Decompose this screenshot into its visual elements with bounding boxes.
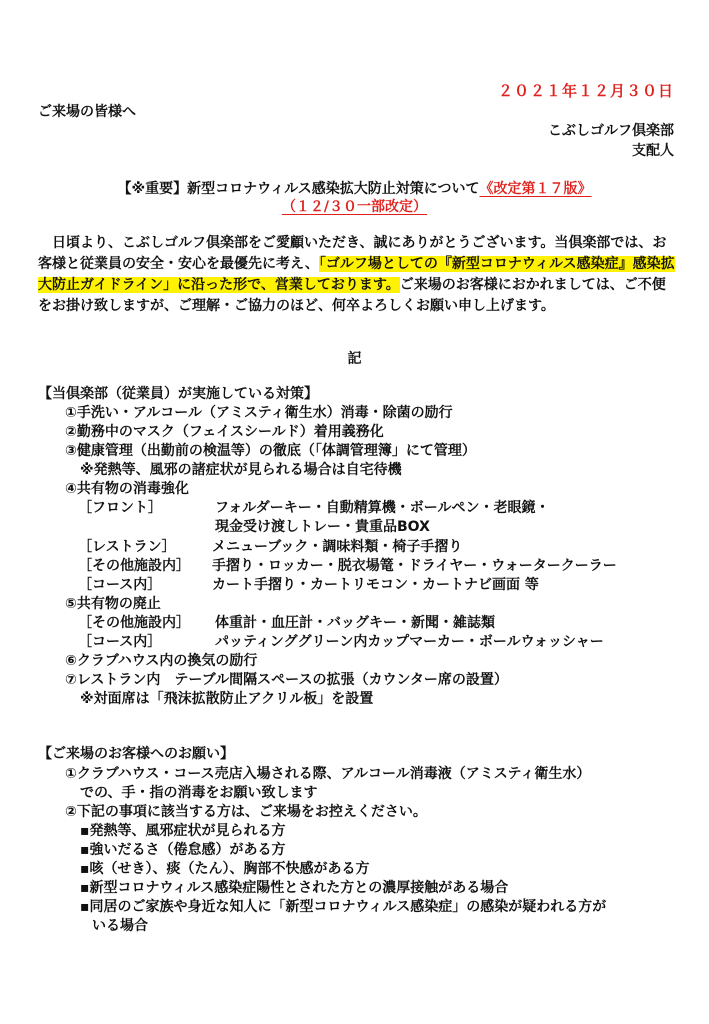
measure-5: ⑤共有物の廃止	[65, 596, 161, 612]
measure-4-items: カート手摺り・カートリモコン・カートナビ画面 等	[212, 577, 539, 593]
request-1: ①クラブハウス・コース売店入場される際、アルコール消毒液（アミスティ衛生水）	[65, 766, 591, 782]
intro-text-1: 日頃より、こぶしゴルフ倶楽部をご愛顧いただき、誠にありがとうございます。当倶楽部では、お客様と従業員の安全・安心を最優先に考え、	[38, 235, 667, 272]
ki-marker: 記	[347, 351, 362, 367]
title-revision: 《改定第１７版》	[479, 181, 592, 197]
title-text: 【※重要】新型コロナウィルス感染拡大防止対策について	[117, 181, 480, 197]
measure-4-items: フォルダーキー・自動精算機・ボールペン・老眼鏡・	[215, 500, 550, 516]
sender-role: 支配人	[632, 143, 674, 159]
symptom-bullet: ▪新型コロナウィルス感染症陽性とされた方との濃厚接触がある場合	[80, 880, 509, 896]
measure-6: ⑥クラブハウス内の換気の励行	[65, 653, 258, 669]
section1-heading: 【当倶楽部（従業員）が実施している対策】	[38, 386, 318, 402]
measure-5-label: ［コース内］	[78, 634, 162, 650]
symptom-bullet: ▪咳（せき）、痰（たん）、胸部不快感がある方	[80, 861, 370, 877]
measure-4: ④共有物の消毒強化	[65, 481, 189, 497]
addressee: ご来場の皆様へ	[38, 104, 136, 120]
title-subline	[0, 196, 709, 216]
title-partial-revision: （１２/３０一部改定）	[281, 199, 428, 215]
measure-4-items: メニューブック・調味料類・椅子手摺り	[212, 539, 463, 555]
symptom-bullet-cont: いる場合	[92, 918, 148, 934]
intro-paragraph	[38, 233, 678, 317]
measure-5-items: 体重計・血圧計・バッグキー・新聞・雑誌類	[215, 615, 495, 631]
symptom-bullet: ▪強いだるさ（倦怠感）がある方	[80, 842, 286, 858]
section2-heading: 【ご来場のお客様へのお願い】	[38, 746, 234, 762]
measure-7-note: ※対面席は「飛沫拡散防止アクリル板」を設置	[80, 691, 374, 707]
measure-7: ⑦レストラン内 テーブル間隔スペースの拡張（カウンター席の設置）	[65, 672, 508, 688]
document-title	[0, 178, 709, 198]
symptom-bullet: ▪発熱等、風邪症状が見られる方	[80, 823, 286, 839]
measure-5-label: ［その他施設内］	[78, 615, 190, 631]
measure-4-label: ［その他施設内］	[78, 558, 190, 574]
measure-4-label: ［レストラン］	[78, 539, 176, 555]
measure-3: ③健康管理（出勤前の検温等）の徹底（「体調管理簿」にて管理）	[65, 443, 476, 459]
measure-1: ①手洗い・アルコール（アミスティ衛生水）消毒・除菌の励行	[65, 405, 453, 421]
sender-block	[460, 121, 674, 161]
measure-2: ②勤務中のマスク（フェイスシールド）着用義務化	[65, 424, 384, 440]
document-date: ２０２１年１２月３０日	[497, 82, 674, 100]
measure-4-label: ［コース内］	[78, 577, 162, 593]
intro-text-2: ご来場のお客様におかれましては、ご不便をお掛け致しますが、ご理解・ご協力のほど、何卒よろしくお願い申し上げます。	[38, 277, 666, 314]
measure-4-items: 現金受け渡しトレー・貴重品BOX	[215, 519, 430, 535]
request-1-cont: での、手・指の消毒をお願い致します	[80, 785, 318, 801]
intro-highlight: 「ゴルフ場としての『新型コロナウィルス感染症』感染拡大防止ガイドライン」に沿った形で、営業しております。	[38, 256, 675, 293]
measure-4-items: 手摺り・ロッカー・脱衣場篭・ドライヤー・ウォータークーラー	[212, 558, 617, 574]
measure-4-label: ［フロント］	[78, 500, 162, 516]
request-2: ②下記の事項に該当する方は、ご来場をお控えください。	[65, 804, 427, 820]
measure-3-note: ※発熱等、風邪の諸症状が見られる場合は自宅待機	[80, 462, 402, 478]
organization-name: こぶしゴルフ倶楽部	[548, 123, 674, 139]
symptom-bullet: ▪同居のご家族や身近な知人に「新型コロナウィルス感染症」の感染が疑われる方が	[80, 899, 607, 915]
measure-5-items: パッティンググリーン内カップマーカー・ボールウォッシャー	[215, 634, 604, 650]
